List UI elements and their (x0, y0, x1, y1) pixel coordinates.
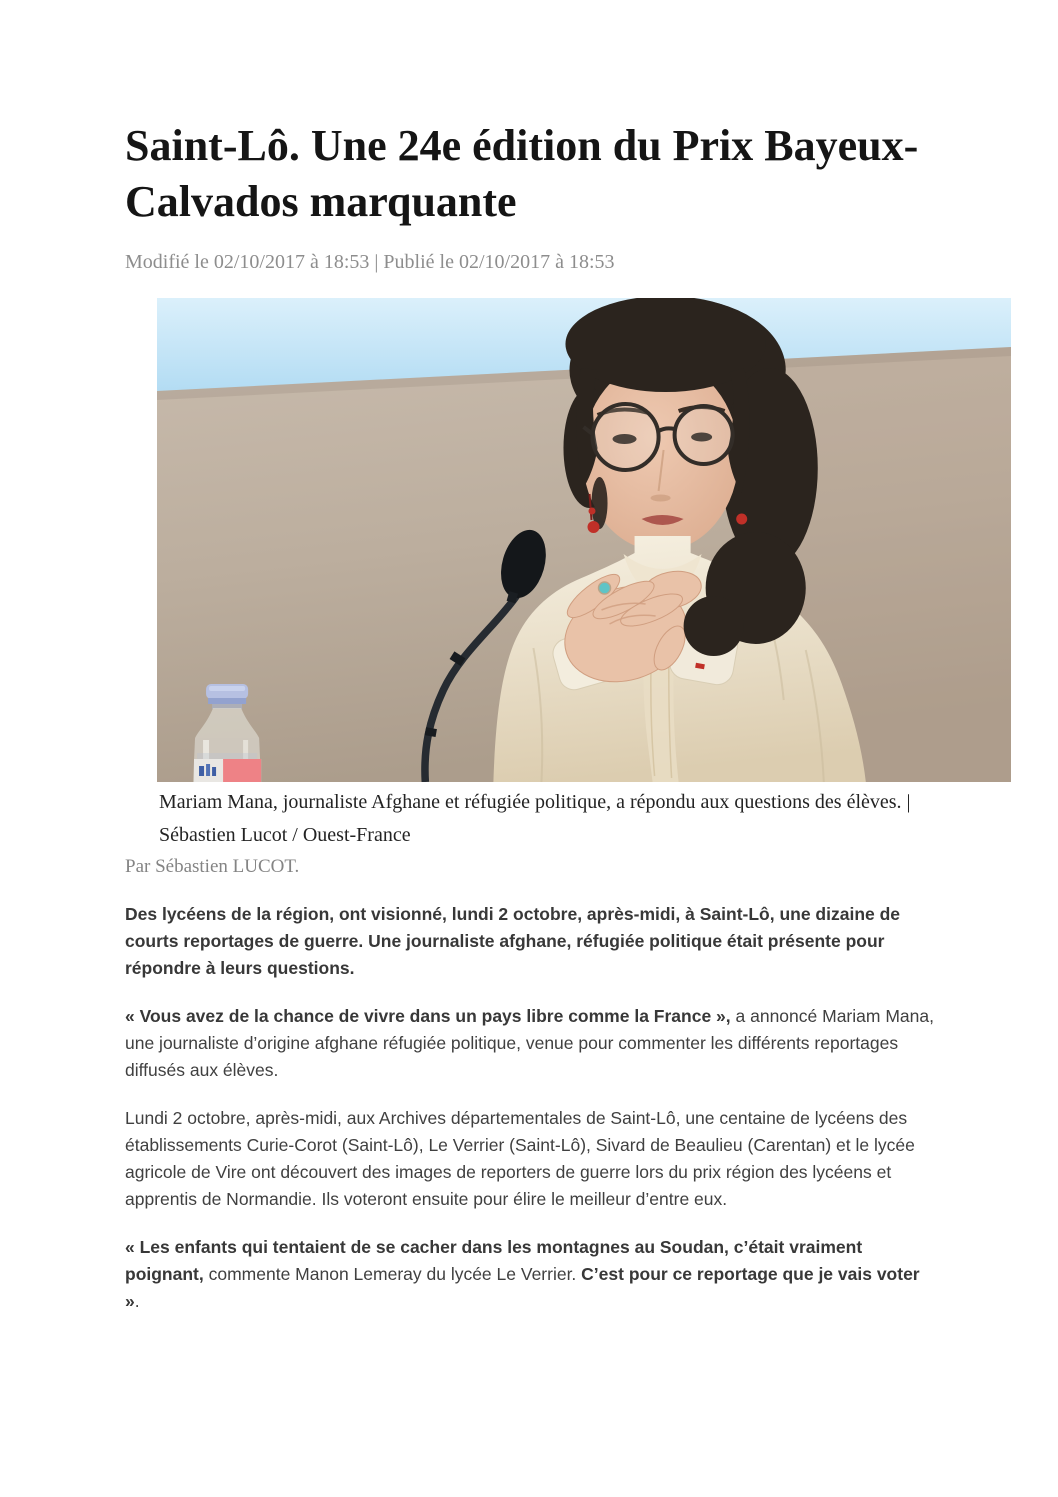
paragraph-text: commente Manon Lemeray du lycée Le Verrier. (208, 1264, 582, 1284)
article-body (125, 901, 939, 1336)
paragraph-text: Lundi 2 octobre, après-midi, aux Archives départementales de Saint-Lô, une centaine de lycéens des établissements Curie-Corot (Saint-Lô), Le Verrier (Saint-Lô), Sivard de Beaulieu (Carentan) et le lycée agricole de Vire ont découvert des images de reporters de guerre lors du prix région des lycéens et apprentis de Normandie. Ils voteront ensuite pour élire le meilleur d’entre eux. (125, 1108, 915, 1209)
page-title: Saint-Lô. Une 24e édition du Prix Bayeux-Calvados marquante (125, 121, 919, 226)
paragraph-text: Des lycéens de la région, ont visionné, lundi 2 octobre, après-midi, à Saint-Lô, une dizaine de courts reportages de guerre. Une journaliste afghane, réfugiée politique était présente pour répondre à leurs questions. (125, 904, 901, 978)
paragraph-text: « Vous avez de la chance de vivre dans un pays libre comme la France », (125, 1006, 736, 1026)
article-paragraph (125, 1234, 939, 1315)
paragraph-text: . (134, 1291, 140, 1311)
photo-caption: Mariam Mana, journaliste Afghane et réfugiée politique, a répondu aux questions des élèves. | Sébastien Lucot / Ouest-France (159, 791, 911, 846)
article-byline: Par Sébastien LUCOT. (125, 856, 300, 877)
paragraph-text: a annoncé Mariam Mana, une journaliste d’origine afghane réfugiée politique, venue pour commenter les différents reportages diffusés aux élèves. (125, 1006, 934, 1080)
article-paragraph (125, 901, 939, 982)
article-photo (157, 298, 1011, 782)
article-paragraph (125, 1003, 939, 1084)
article-dateline: Modifié le 02/10/2017 à 18:53 | Publié le 02/10/2017 à 18:53 (125, 251, 615, 273)
article-paragraph (125, 1105, 939, 1213)
paragraph-text: « Les enfants qui tentaient de se cacher dans les montagnes au Soudan, c’était vraiment poignant, (125, 1237, 863, 1284)
turquoise-ring (599, 582, 611, 594)
paragraph-text: C’est pour ce reportage que je vais voter » (125, 1264, 920, 1311)
photo-illustration (157, 298, 1011, 782)
